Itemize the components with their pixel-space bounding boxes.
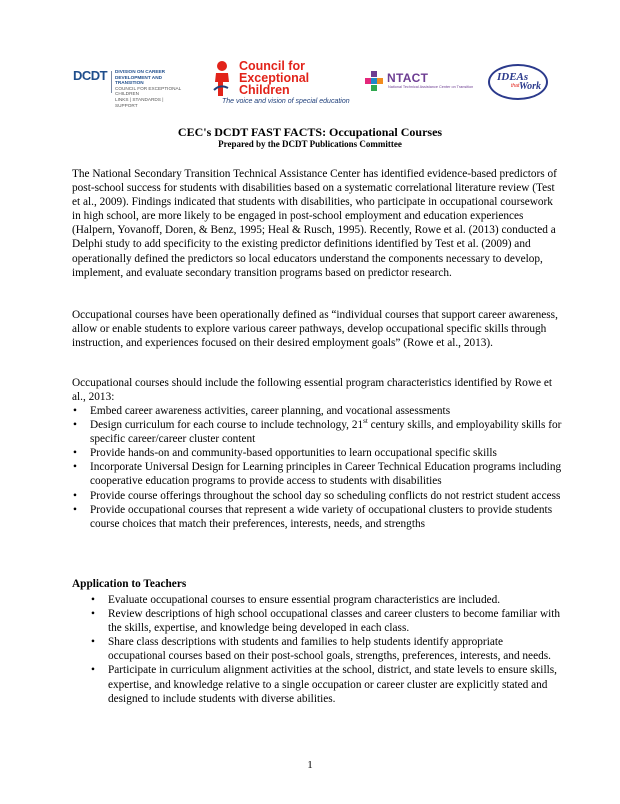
bullet-icon: •: [91, 664, 95, 677]
dcdt-divider: [111, 71, 112, 93]
ideas-word: IDEAs: [497, 71, 529, 83]
list-item-text: Share class descriptions with students and families to help students identify appropriate occupational courses based on their post-school goals, strengths, preferences, interests, and needs.: [108, 636, 551, 663]
list-item-text-part: century skills, and employability skills for specific career/career cluster content: [90, 419, 562, 446]
list-item-text-part: Design curriculum for each course to include technology, 21: [90, 419, 364, 432]
cec-logo: [212, 58, 352, 110]
list-item: [90, 663, 562, 705]
list-item: [72, 460, 562, 488]
bullet-icon: •: [91, 636, 95, 649]
teachers-list: [90, 593, 562, 706]
teachers-heading: Application to Teachers: [72, 578, 187, 590]
ntact-logo: [363, 70, 473, 94]
list-item: [72, 404, 562, 418]
superscript-ordinal: st: [363, 417, 368, 426]
dcdt-line-1: DIVISION ON CAREER: [115, 69, 166, 74]
cec-name-line-3: Children: [239, 83, 290, 97]
document-subtitle: Prepared by the DCDT Publications Committee: [218, 139, 402, 149]
ntact-subtitle: National Technical Assistance Center on Transition: [388, 85, 474, 89]
list-item: [72, 503, 562, 531]
ntact-wordmark: NTACT: [387, 71, 429, 85]
list-item: [90, 593, 562, 607]
list-item: [90, 635, 562, 663]
ideas-that-work-logo: [488, 64, 552, 104]
list-item-text: Evaluate occupational courses to ensure essential program characteristics are included.: [108, 594, 501, 606]
page-number: 1: [307, 759, 313, 771]
cec-figure-icon: [212, 60, 242, 98]
bullet-icon: •: [73, 489, 77, 502]
cec-name-line-2: Exceptional: [239, 71, 310, 85]
dcdt-division-text: [115, 69, 185, 108]
list-item: [72, 489, 562, 503]
intro-paragraph: The National Secondary Transition Technical Assistance Center has identified evidence-based predictors of post-school success for students with disabilities based on a systematic correlational literature review (Test et al., 2009). Findings indicated that students with disabilities, who participate in occupational coursework in high school, are more likely to be engaged in post-school employment and education experiences (Halpern, Yovanoff, Doren, & Benz, 1995; Heal & Rusch, 1995). Recently, Rowe et al. (2013) conducted a Delphi study to add specificity to the existing predictor definitions identified by Test et al. (2009) and operationally defined the predictors so local educators understand the components necessary to develop, implement, and evaluate secondary transition programs based on predictor research.: [72, 168, 557, 279]
list-item-text: Embed career awareness activities, career planning, and vocational assessments: [90, 405, 451, 417]
cec-tagline: The voice and vision of special education: [222, 98, 350, 105]
ntact-mark-icon: [363, 70, 385, 92]
dcdt-line-3: COUNCIL FOR EXCEPTIONAL CHILDREN: [115, 85, 182, 97]
dcdt-wordmark: DCDT: [73, 68, 108, 83]
list-item-text: Incorporate Universal Design for Learning principles in Career Technical Education programs including cooperative education programs to provide access to students with disabilities: [90, 461, 562, 488]
dcdt-logo: [72, 66, 184, 108]
bullet-icon: •: [73, 447, 77, 460]
list-item-text: [90, 419, 561, 445]
characteristics-intro: Occupational courses should include the following essential program characteristics identified by Rowe et al., 2013:: [72, 377, 552, 404]
list-item-text: Participate in curriculum alignment activities at the school, district, and state levels to ensure skills, expertise, and knowledge relative to a single occupation or career cluster are explicitly stated and designed to include students with diverse abilities.: [108, 664, 557, 705]
dcdt-line-4: LINKS | STANDARDS | SUPPORT: [115, 96, 164, 108]
bullet-icon: •: [73, 419, 77, 432]
dcdt-line-2: DEVELOPMENT AND TRANSITION: [115, 74, 162, 86]
bullet-icon: •: [73, 405, 77, 417]
list-item-text: Provide course offerings throughout the school day so scheduling conflicts do not restrict student access: [90, 489, 561, 502]
cec-name: [239, 60, 309, 96]
definition-paragraph: Occupational courses have been operationally defined as “individual courses that support career awareness, allow or enable students to explore various career pathways, develop occupational specific skills through instruction, and experiences focused on their desired employment goals” (Rowe et al., 2013).: [72, 309, 558, 350]
bullet-icon: •: [73, 461, 77, 474]
characteristics-list: [72, 404, 562, 531]
list-item: [72, 418, 562, 446]
bullet-icon: •: [91, 594, 95, 606]
list-item-text: Provide hands-on and community-based opportunities to learn occupational specific skills: [90, 447, 497, 460]
list-item: [90, 607, 562, 635]
list-item: [72, 446, 562, 460]
list-item-text: Review descriptions of high school occupational classes and career clusters to become familiar with the skills, expertise, and knowledge being developed in each class.: [108, 608, 561, 635]
document-title: CEC's DCDT FAST FACTS: Occupational Courses: [177, 125, 443, 139]
ideas-that: that: [511, 83, 520, 89]
ideas-work: Work: [519, 81, 542, 92]
list-item-text: Provide occupational courses that represent a wide variety of occupational clusters to provide students course choices that match their preferences, interests, needs, and strengths: [90, 503, 553, 530]
bullet-icon: •: [91, 608, 95, 621]
cec-name-line-1: Council for: [239, 59, 305, 73]
bullet-icon: •: [73, 503, 77, 516]
